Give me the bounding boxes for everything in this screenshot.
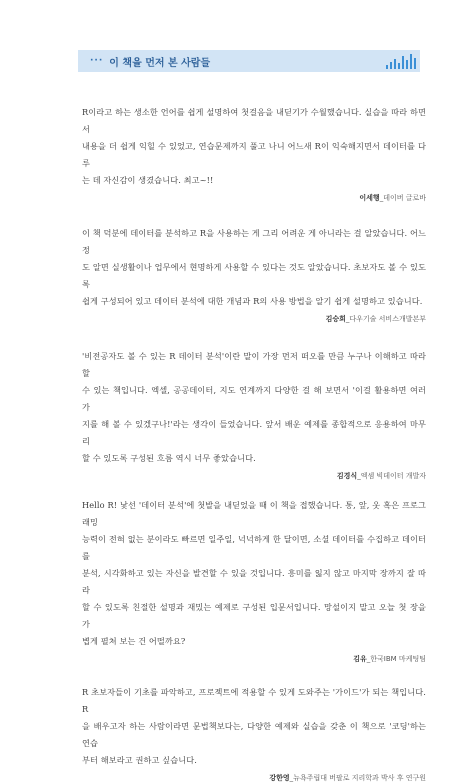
section-title: 이 책을 먼저 본 사람들 [109, 57, 211, 69]
reviewer-name: 김유 [353, 655, 367, 663]
review [82, 497, 426, 664]
review-text: R 초보자들이 기초를 파악하고, 프로젝트에 적용할 수 있게 도와주는 '가이드'가 되는 책입니다. R 을 배우고자 하는 사람이라면 문법책보다는, 다양한 예제와 실습을 갖춘 이 책으로 '코딩'하는 연습 부터 해보라고 권하고 싶습니다. [82, 687, 426, 765]
section-header [78, 50, 420, 72]
bar-graph-icon [386, 53, 417, 69]
review-text: Hello R! 낯선 '데이터 분석'에 첫발을 내딛었을 때 이 책을 접했습니다. 통, 앞, 웃 혹은 프로그래밍 능력이 전혀 없는 분이라도 빠르면 일주일, 넉넉하게 한 달이면, 소셜 데이터를 수집하고 데이터를 분석, 시각화하고 있는 자신을 발견할 수 있을 것입니다. 흥미를 잃지 않고 마지막 장까지 잘 따라 할 수 있도록 친절한 설명과 재밌는 예제로 구성된 입문서입니다. 망설이지 말고 오늘 첫 장을 가 볍게 펼쳐 보는 건 어떨까요? [82, 500, 426, 646]
reviewer-name: 김승희 [325, 315, 346, 323]
reviewer [82, 654, 426, 664]
reviewer-affiliation: _한국IBM 마케팅팀 [366, 655, 426, 663]
review [82, 104, 426, 203]
review-text: '비전공자도 볼 수 있는 R 데이터 분석'이란 말이 가장 먼저 떠오를 만큼 누구나 이해하고 따라 할 수 있는 책입니다. 엑셀, 공공데이터, 지도 연계까지 다양한 걸 해 보면서 '이걸 활용하면 여러 가 지를 해 볼 수 있겠구나!'라는 생각이 들었습니다. 앞서 배운 예제를 종합적으로 응용하여 마무리 할 수 있도록 구성된 흐름 역시 너무 좋았습니다. [82, 351, 426, 463]
header-dots: ··· [90, 56, 104, 66]
reviewer [82, 471, 426, 481]
reviewer-name: 이세행 [359, 194, 380, 202]
review [82, 684, 426, 783]
review [82, 348, 426, 481]
review-text: R이라고 하는 생소한 언어를 쉽게 설명하여 첫걸음을 내딛기가 수월했습니다. 실습을 따라 하면서 내용을 더 쉽게 익힐 수 있었고, 연습문제까지 풀고 나니 어느새 R이 익숙해지면서 데이터를 다루 는 데 자신감이 생겼습니다. 최고~!! [82, 107, 426, 185]
review-text: 이 책 덕분에 데이터를 분석하고 R을 사용하는 게 그리 어려운 게 아니라는 걸 알았습니다. 어느 정 도 알면 실생활이나 업무에서 현명하게 사용할 수 있다는 것도 알았습니다. 초보자도 볼 수 있도록 쉽게 구성되어 있고 데이터 분석에 대한 개념과 R의 사용 방법을 알기 쉽게 설명하고 있습니다. [82, 228, 426, 306]
reviewer [82, 314, 426, 324]
reviews-list [82, 104, 426, 783]
reviewer-name: 김경식 [336, 472, 358, 480]
review [82, 225, 426, 324]
reviewer-affiliation: _다우기술 서비스개발본부 [345, 315, 426, 323]
reviewer [82, 193, 426, 203]
reviewer-affiliation: _뉴욕주립대 버팔로 지리학과 박사 후 연구원 [289, 774, 426, 782]
reviewer [82, 773, 426, 783]
reviewer-name: 강한영 [269, 774, 290, 782]
reviewer-affiliation: _데이버 글로바 [379, 194, 426, 202]
reviewer-affiliation: _엑셈 빅데이터 개발자 [357, 472, 426, 480]
